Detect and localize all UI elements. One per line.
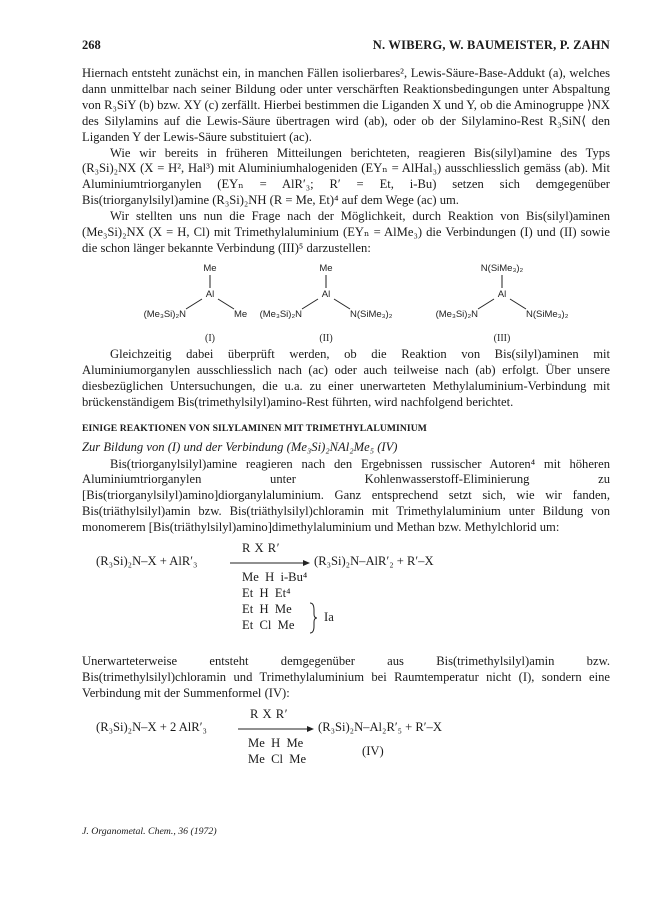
reaction-2-header: R X R′ bbox=[250, 706, 288, 721]
reaction-equation-2 bbox=[82, 704, 610, 768]
reaction-1-header: R X R′ bbox=[242, 541, 280, 556]
reaction-1-brace bbox=[308, 602, 318, 634]
structure-I-label: (I) bbox=[205, 332, 215, 344]
structure-III-left: (Me₃Si)₂N bbox=[435, 308, 478, 320]
paragraph-3: Wir stellten uns nun die Frage nach der Möglichkeit, durch Reaktion von Bis(silyl)aminen (Me₃Si)₂NX (X = H, Cl) mit Trimethylaluminium (EYₙ = AlMe₃) die Verbindungen (I) und (II) sowie die schon länger bekannte Verbindung (III)⁵ darzustellen: bbox=[82, 209, 610, 255]
reaction-1-brace-label: Ia bbox=[324, 610, 334, 625]
reaction-1-row-4: Et Cl Me bbox=[242, 618, 295, 633]
structure-I-center: Al bbox=[205, 288, 215, 300]
reaction-equation-1 bbox=[82, 538, 610, 654]
structure-II-center: Al bbox=[321, 288, 331, 300]
section-heading: EINIGE REAKTIONEN VON SILYLAMINEN MIT TRIMETHYLALUMINIUM bbox=[82, 422, 427, 434]
structure-III-right: N(SiMe₃)₂ bbox=[526, 308, 569, 320]
running-authors: N. WIBERG, W. BAUMEISTER, P. ZAHN bbox=[372, 38, 610, 52]
structure-III-top: N(SiMe₃)₂ bbox=[480, 262, 524, 274]
paragraph-5: Bis(triorganylsilyl)amine reagieren nach den Ergebnissen russischer Autoren⁴ mit höheren Aluminiumtriorganylen unter Kohlenwasserstoff-Eliminierung zu [Bis(triorganylsilyl)amino]diorganylaluminium. Ganz entsprechend setzt sich, wie wir fanden, Bis(triäthylsilyl)amin bzw. Bis(triäthylsilyl)chloramin mit Trimethylaluminium unter Bildung von monomerem [Bis(triäthylsilyl)amino]dimethylaluminium und Methan bzw. Methylchlorid um: bbox=[82, 456, 610, 535]
structure-II-label: (II) bbox=[319, 332, 333, 344]
paragraph-4: Gleichzeitig dabei überprüft werden, ob die Reaktion von Bis(silyl)aminen mit Aluminiumorganylen ausschliesslich nach (ac) oder auch teilweise nach (ab) erfolgt. Über unsere diesbezüglichen Untersuchungen, die u.a. zu einer unerwarteten Methylaluminium-Verbindung mit brückenständigem Bis(trimethylsilyl)amino-Rest führten, wird nachfolgend berichtet. bbox=[82, 346, 610, 409]
reaction-2-rhs: (R₃Si)₂N–Al₂R′₅ + R′–X bbox=[318, 719, 442, 734]
journal-footer: J. Organometal. Chem., 36 (1972) bbox=[82, 826, 217, 837]
structure-III-label: (III) bbox=[493, 332, 511, 344]
reaction-1-row-1: Me H i-Bu⁴ bbox=[242, 570, 308, 585]
structure-I bbox=[144, 263, 248, 344]
subsection-heading: Zur Bildung von (I) und der Verbindung (Me₃Si)₂NAl₂Me₅ (IV) bbox=[82, 439, 398, 454]
page-number: 268 bbox=[82, 38, 101, 52]
structure-III-center: Al bbox=[497, 288, 507, 300]
aluminium-structures bbox=[82, 261, 610, 347]
reaction-2-lhs: (R₃Si)₂N–X + 2 AlR′₃ bbox=[96, 719, 207, 734]
reaction-2-label: (IV) bbox=[362, 743, 384, 758]
structure-I-top: Me bbox=[203, 262, 217, 274]
structure-II-top: Me bbox=[319, 262, 333, 274]
reaction-1-rhs: (R₃Si)₂N–AlR′₂ + R′–X bbox=[314, 554, 434, 569]
structure-II-left: (Me₃Si)₂N bbox=[259, 308, 302, 320]
running-header bbox=[82, 38, 610, 56]
structure-diagrams bbox=[82, 261, 610, 347]
paragraph-1: Hiernach entsteht zunächst ein, in manchen Fällen isolierbares², Lewis-Säure-Base-Addukt (a), welches dann unmittelbar nach seiner Bildung oder unter verschärften Reaktionsbedingungen unter Abspaltung von R₃SiY (b) bzw. XY (c) zerfällt. Hierbei bestimmen die Liganden X und Y, ob die Aminogruppe ⟩NX des Silylamins auf die Lewis-Säure übertragen wird (ab), oder ob der Silylamino-Rest R₃SiN⟨ den Liganden Y der Lewis-Säure substituiert (ac). bbox=[82, 66, 610, 144]
reaction-1-lhs: (R₃Si)₂N–X + AlR′₃ bbox=[96, 554, 198, 569]
paragraph-6: Unerwarteterweise entsteht demgegenüber aus Bis(trimethylsilyl)amin bzw. Bis(trimethylsilyl)chloramin und Trimethylaluminium bei Raumtemperatur nicht (I), sondern eine Verbindung mit der Summenformel (IV): bbox=[82, 654, 610, 700]
reaction-1-row-3: Et H Me bbox=[242, 602, 292, 617]
reaction-2-row-1: Me H Me bbox=[248, 735, 304, 750]
reaction-2-row-2: Me Cl Me bbox=[248, 751, 307, 766]
structure-I-left: (Me₃Si)₂N bbox=[143, 308, 186, 320]
reaction-2-arrow bbox=[238, 724, 314, 734]
paragraph-2: Wie wir bereits in früheren Mitteilungen berichteten, reagieren Bis(silyl)amine des Typs (R₃Si)₂NX (X = H², Hal³) mit Aluminiumhalogeniden (EYₙ = AlHal₃) ausschliesslich gemäss (ab). Mit Aluminiumtriorganylen (EYₙ = AlR′₃; R′ = Et, i-Bu) setzen sich demgegenüber Bis(triorganylsilyl)amine (R₃Si)₂NH (R = Me, Et)⁴ auf dem Wege (ac) um. bbox=[82, 145, 610, 208]
reaction-1-row-2: Et H Et⁴ bbox=[242, 586, 291, 601]
structure-II bbox=[260, 263, 393, 344]
structure-II-right: N(SiMe₃)₂ bbox=[350, 308, 393, 320]
structure-III bbox=[436, 263, 569, 344]
structure-I-right: Me bbox=[234, 308, 248, 320]
reaction-1-arrow bbox=[230, 558, 310, 568]
text-column bbox=[82, 66, 610, 768]
